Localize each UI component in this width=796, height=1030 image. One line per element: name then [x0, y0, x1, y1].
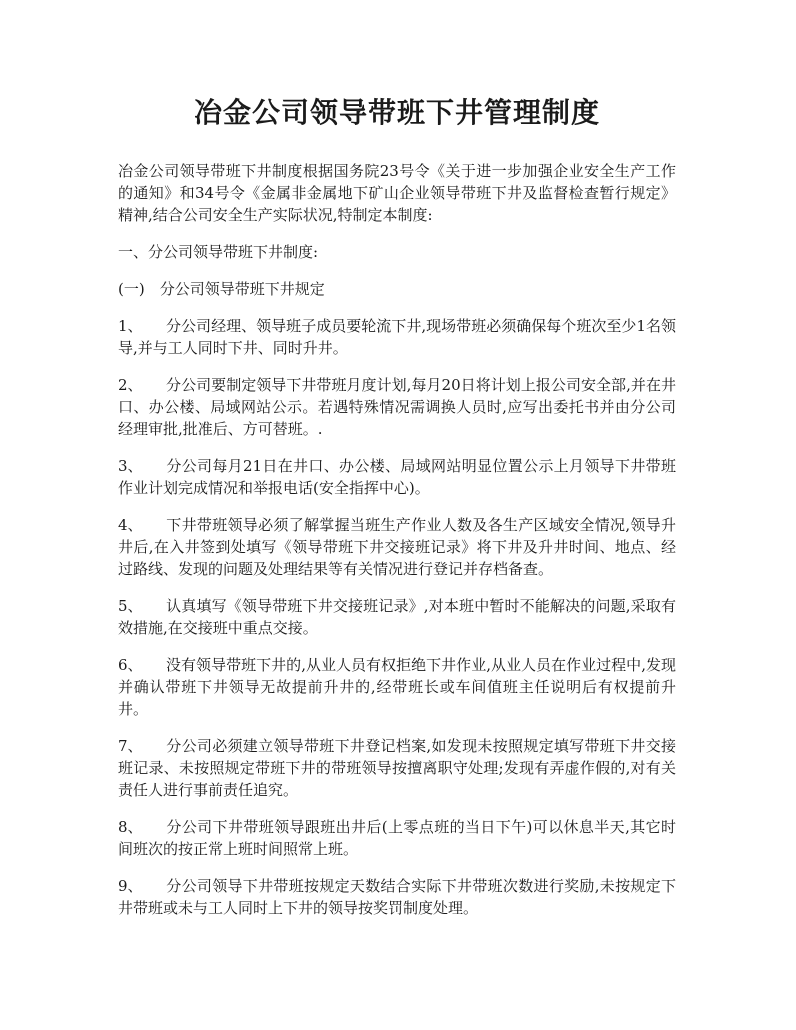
item-number: 2、	[118, 376, 143, 394]
item-text: 分公司经理、领导班子成员要轮流下井,现场带班必须确保每个班次至少1名领导,并与工人同时下井、同时升井。	[118, 317, 676, 357]
list-item	[118, 514, 676, 580]
item-number: 5、	[118, 597, 143, 615]
item-text: 认真填写《领导带班下井交接班记录》,对本班中暂时不能解决的问题,采取有效措施,在交接班中重点交接。	[118, 597, 676, 637]
list-item	[118, 595, 676, 639]
subsection-heading: (一) 分公司领导带班下井规定	[118, 280, 325, 298]
list-item	[118, 374, 676, 440]
item-text: 分公司要制定领导下井带班月度计划,每月20日将计划上报公司安全部,并在井口、办公楼、局域网站公示。若遇特殊情况需调换人员时,应写出委托书并由分公司经理审批,批准后、方可替班。.	[118, 376, 676, 438]
item-text: 分公司必须建立领导带班下井登记档案,如发现未按照规定填写带班下井交接班记录、未按照规定带班下井的带班领导按擅离职守处理;发现有弄虚作假的,对有关责任人进行事前责任追究。	[118, 737, 676, 799]
item-number: 9、	[118, 877, 143, 895]
intro-paragraph: 冶金公司领导带班下井制度根据国务院23号令《关于进一步加强企业安全生产工作的通知》和34号令《金属非金属地下矿山企业领导带班下井及监督检查暂行规定》精神,结合公司安全生产实际状况,特制定本制度:	[118, 162, 676, 224]
item-text: 没有领导带班下井的,从业人员有权拒绝下井作业,从业人员在作业过程中,发现并确认带班下井领导无故提前升井的,经带班长或车间值班主任说明后有权提前升井。	[118, 656, 676, 718]
item-number: 1、	[118, 317, 143, 335]
section-heading: 一、分公司领导带班下井制度:	[118, 243, 319, 261]
item-text: 分公司下井带班领导跟班出井后(上零点班的当日下午)可以休息半天,其它时间班次的按正常上班时间照常上班。	[118, 818, 676, 858]
item-number: 8、	[118, 818, 143, 836]
list-item	[118, 735, 676, 801]
item-number: 4、	[118, 516, 143, 534]
list-item	[118, 315, 676, 359]
rules-list	[118, 315, 676, 919]
list-item	[118, 875, 676, 919]
item-text: 分公司每月21日在井口、办公楼、局域网站明显位置公示上月领导下井带班作业计划完成情况和举报电话(安全指挥中心)。	[118, 457, 676, 497]
item-number: 6、	[118, 656, 143, 674]
document-title: 冶金公司领导带班下井管理制度	[193, 96, 600, 129]
list-item	[118, 816, 676, 860]
item-text: 下井带班领导必须了解掌握当班生产作业人数及各生产区域安全情况,领导升井后,在入井签到处填写《领导带班下井交接班记录》将下井及升井时间、地点、经过路线、发现的问题及处理结果等有关情况进行登记并存档备查。	[118, 516, 676, 578]
item-number: 7、	[118, 737, 143, 755]
list-item	[118, 654, 676, 720]
list-item	[118, 455, 676, 499]
item-text: 分公司领导下井带班按规定天数结合实际下井带班次数进行奖励,未按规定下井带班或未与工人同时上下井的领导按奖罚制度处理。	[118, 877, 676, 917]
item-number: 3、	[118, 457, 143, 475]
